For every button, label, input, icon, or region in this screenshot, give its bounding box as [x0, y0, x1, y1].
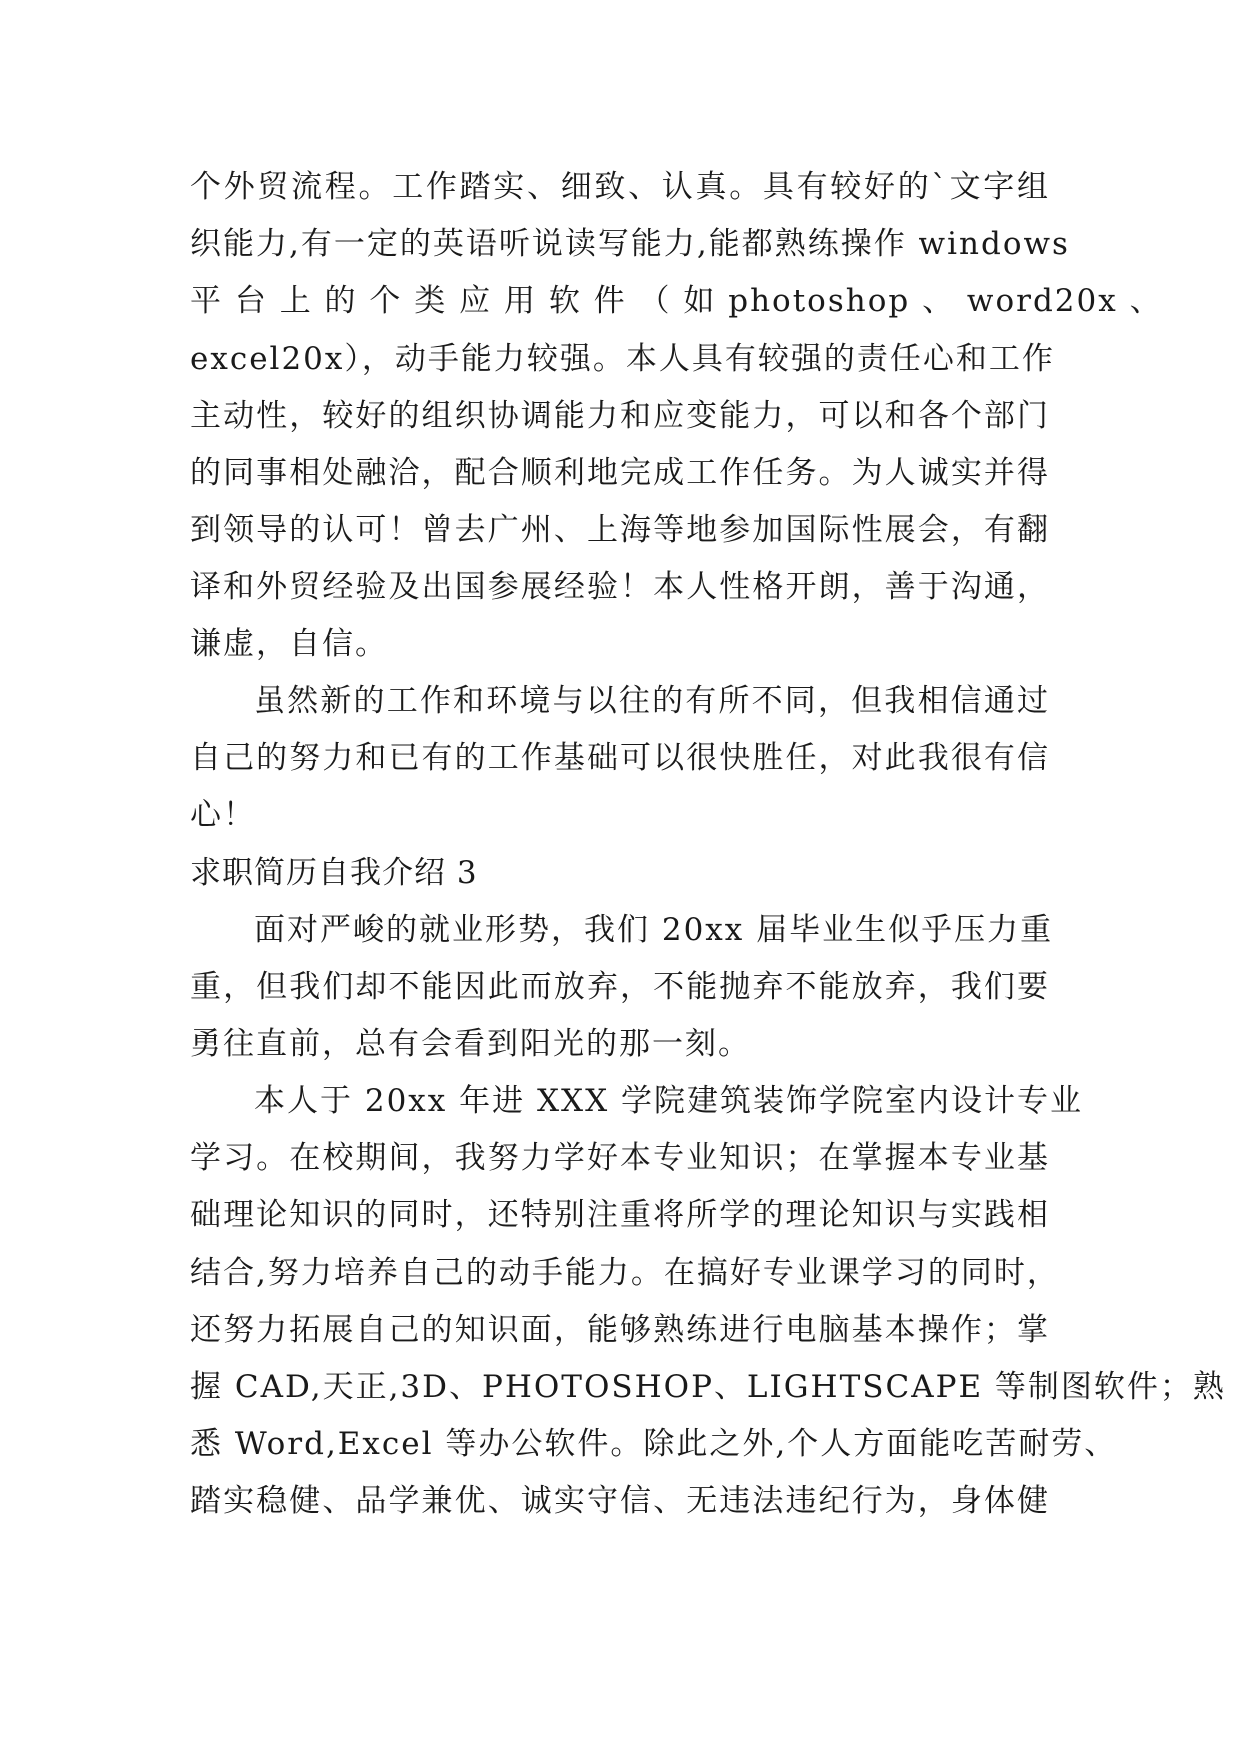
text-line: 握 CAD,天正,3D、PHOTOSHOP、LIGHTSCAPE 等制图软件；熟	[190, 1369, 1226, 1405]
text-line: 自己的努力和已有的工作基础可以很快胜任，对此我很有信	[190, 740, 1050, 776]
paragraph-first-line: 面对严峻的就业形势，我们 20xx 届毕业生似乎压力重	[254, 912, 1054, 948]
text-line: 础理论知识的同时，还特别注重将所学的理论知识与实践相	[190, 1197, 1050, 1233]
text-line: 到领导的认可！曾去广州、上海等地参加国际性展会，有翻	[190, 512, 1050, 548]
text-line: 踏实稳健、品学兼优、诚实守信、无违法违纪行为，身体健	[190, 1483, 1050, 1519]
text-line: 悉 Word,Excel 等办公软件。除此之外,个人方面能吃苦耐劳、	[190, 1426, 1118, 1462]
text-line: 勇往直前，总有会看到阳光的那一刻。	[190, 1026, 751, 1062]
paragraph-first-line: 虽然新的工作和环境与以往的有所不同，但我相信通过	[254, 683, 1050, 719]
text-line: 主动性，较好的组织协调能力和应变能力，可以和各个部门	[190, 398, 1050, 434]
text-line: 织能力,有一定的英语听说读写能力,能都熟练操作 windows	[190, 226, 1070, 262]
text-line: excel20x），动手能力较强。本人具有较强的责任心和工作	[190, 341, 1055, 377]
paragraph-first-line: 本人于 20xx 年进 XXX 学院建筑装饰学院室内设计专业	[254, 1083, 1084, 1119]
text-line: 心！	[190, 797, 256, 833]
text-line: 译和外贸经验及出国参展经验！本人性格开朗，善于沟通，	[190, 569, 1050, 605]
section-heading: 求职简历自我介绍 3	[190, 855, 478, 891]
text-line: 个外贸流程。工作踏实、细致、认真。具有较好的`文字组	[190, 169, 1050, 205]
text-line: 结合,努力培养自己的动手能力。在搞好专业课学习的同时，	[190, 1255, 1060, 1291]
text-line: 的同事相处融洽，配合顺利地完成工作任务。为人诚实并得	[190, 455, 1050, 491]
text-line: 还努力拓展自己的知识面，能够熟练进行电脑基本操作；掌	[190, 1312, 1050, 1348]
text-line: 平 台 上 的 个 类 应 用 软 件 （ 如 photoshop 、 word20x 、	[190, 283, 1163, 319]
text-line: 重，但我们却不能因此而放弃，不能抛弃不能放弃，我们要	[190, 969, 1050, 1005]
text-line: 谦虚，自信。	[190, 626, 388, 662]
text-line: 学习。在校期间，我努力学好本专业知识；在掌握本专业基	[190, 1140, 1050, 1176]
